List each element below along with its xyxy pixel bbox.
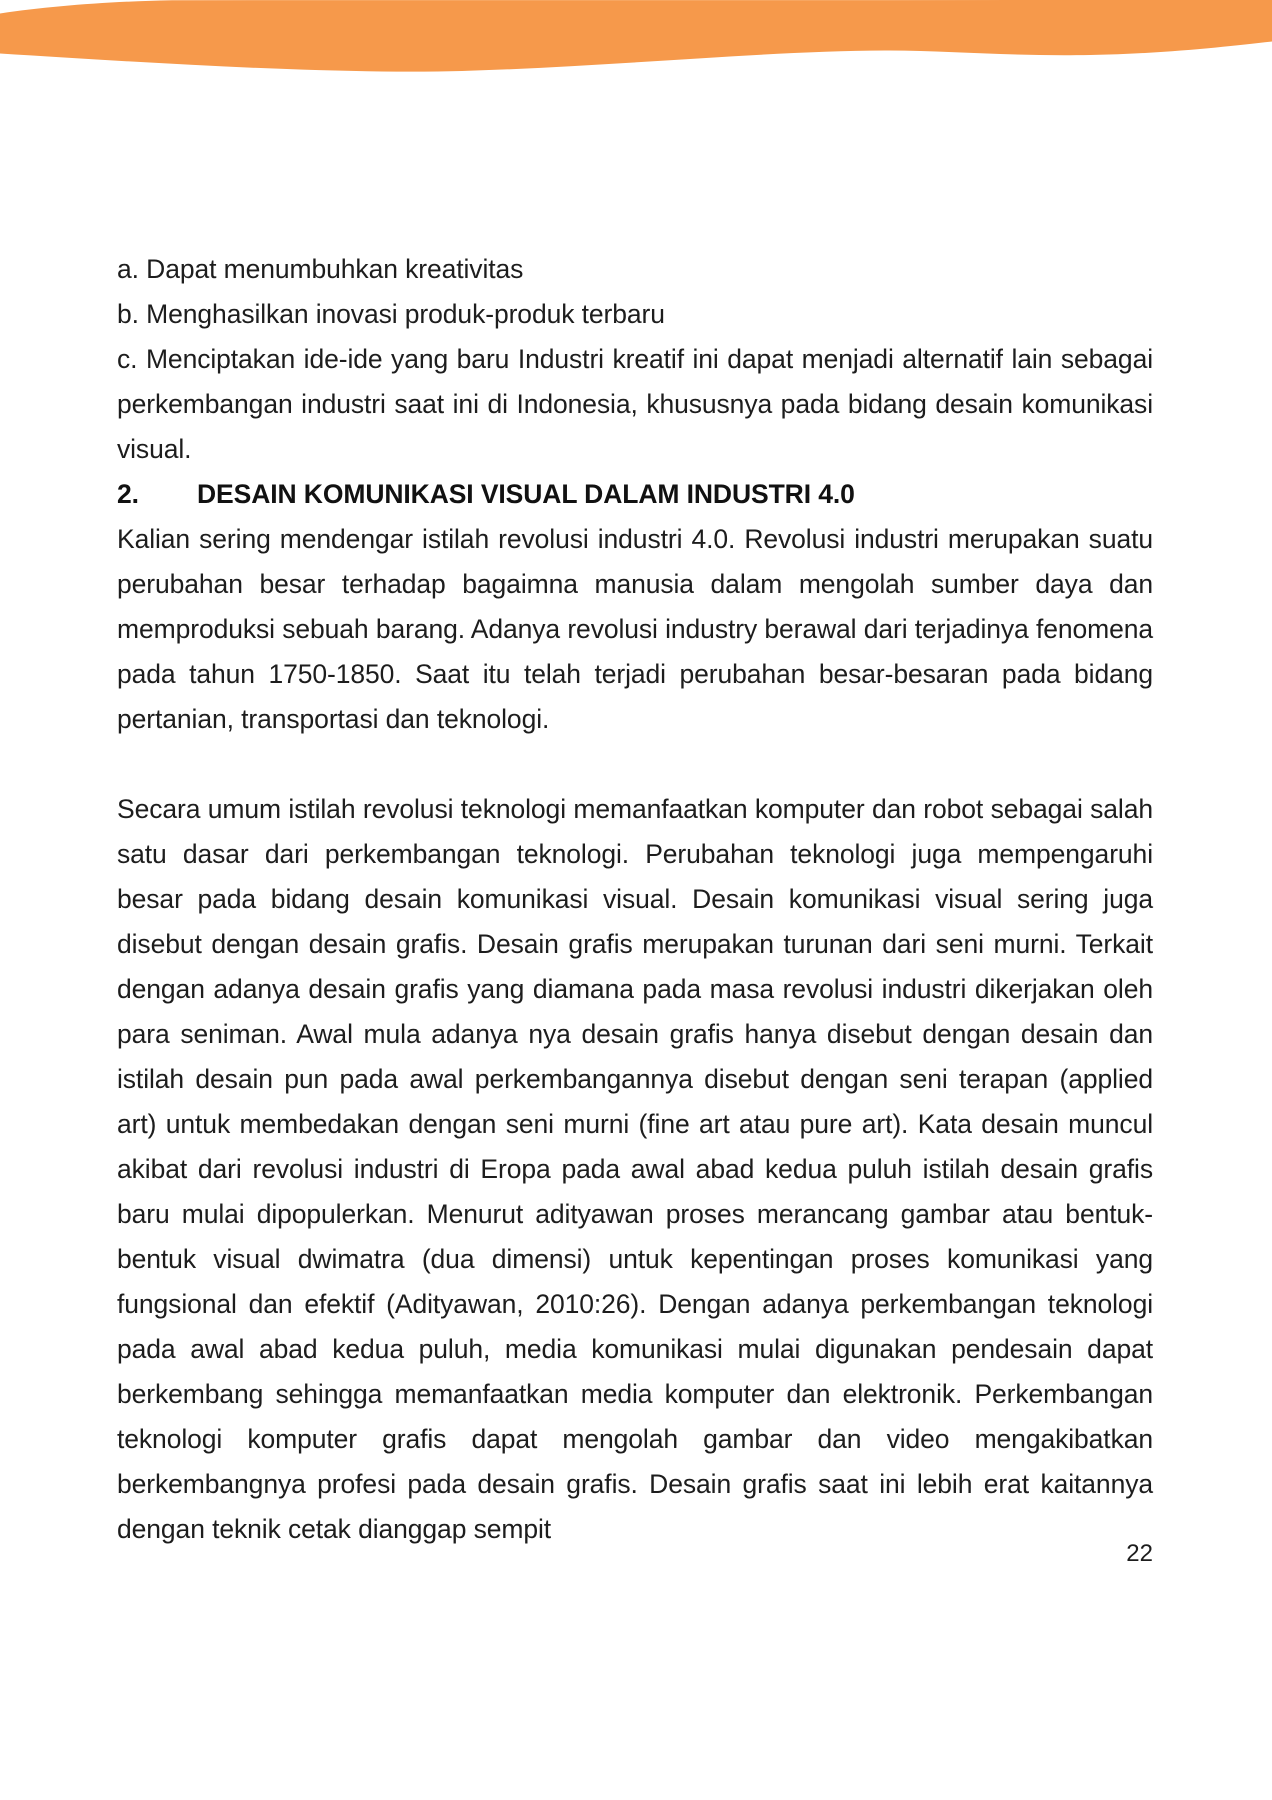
section-heading-title: DESAIN KOMUNIKASI VISUAL DALAM INDUSTRI 4.0 — [197, 479, 855, 509]
paragraph-revolusi-teknologi: Secara umum istilah revolusi teknologi memanfaatkan komputer dan robot sebagai salah satu dasar dari perkembangan teknologi. Perubahan teknologi juga mempengaruhi besar pada bidang desain komunikasi visual. Desain komunikasi visual sering juga disebut dengan desain grafis. Desain grafis merupakan turunan dari seni murni. Terkait dengan adanya desain grafis yang diamana pada masa revolusi industri dikerjakan oleh para seniman. Awal mula adanya nya desain grafis hanya disebut dengan desain dan istilah desain pun pada awal perkembangannya disebut dengan seni terapan (applied art) untuk membedakan dengan seni murni (fine art atau pure art). Kata desain muncul akibat dari revolusi industri di Eropa pada awal abad kedua puluh istilah desain grafis baru mulai dipopulerkan. Menurut adityawan proses merancang gambar atau bentuk-bentuk visual dwimatra (dua dimensi) untuk kepentingan proses komunikasi yang fungsional dan efektif (Adityawan, 2010:26). Dengan adanya perkembangan teknologi pada awal abad kedua puluh, media komunikasi mulai digunakan pendesain dapat berkembang sehingga memanfaatkan media komputer dan elektronik. Perkembangan teknologi komputer grafis dapat mengolah gambar dan video mengakibatkan berkembangnya profesi pada desain grafis. Desain grafis saat ini lebih erat kaitannya dengan teknik cetak dianggap sempit — [117, 794, 1153, 1544]
section-heading-number: 2. — [117, 479, 139, 509]
section-heading — [117, 472, 1153, 517]
list-item-a: a. Dapat menumbuhkan kreativitas — [117, 254, 524, 284]
list-item-b: b. Menghasilkan inovasi produk-produk terbaru — [117, 299, 665, 329]
header-wave-decoration — [0, 0, 1272, 80]
page-number: 22 — [1126, 1540, 1153, 1567]
wave-shape — [0, 0, 1272, 72]
paragraph-revolusi-industri: Kalian sering mendengar istilah revolusi industri 4.0. Revolusi industri merupakan suatu perubahan besar terhadap bagaimna manusia dalam mengolah sumber daya dan memproduksi sebuah barang. Adanya revolusi industry berawal dari terjadinya fenomena pada tahun 1750-1850. Saat itu telah terjadi perubahan besar-besaran pada bidang pertanian, transportasi dan teknologi. — [117, 524, 1154, 734]
list-item-c: c. Menciptakan ide-ide yang baru Industri kreatif ini dapat menjadi alternatif lain sebagai perkembangan industri saat ini di Indonesia, khususnya pada bidang desain komunikasi visual. — [117, 344, 1153, 464]
body-text-block — [117, 247, 1153, 1552]
